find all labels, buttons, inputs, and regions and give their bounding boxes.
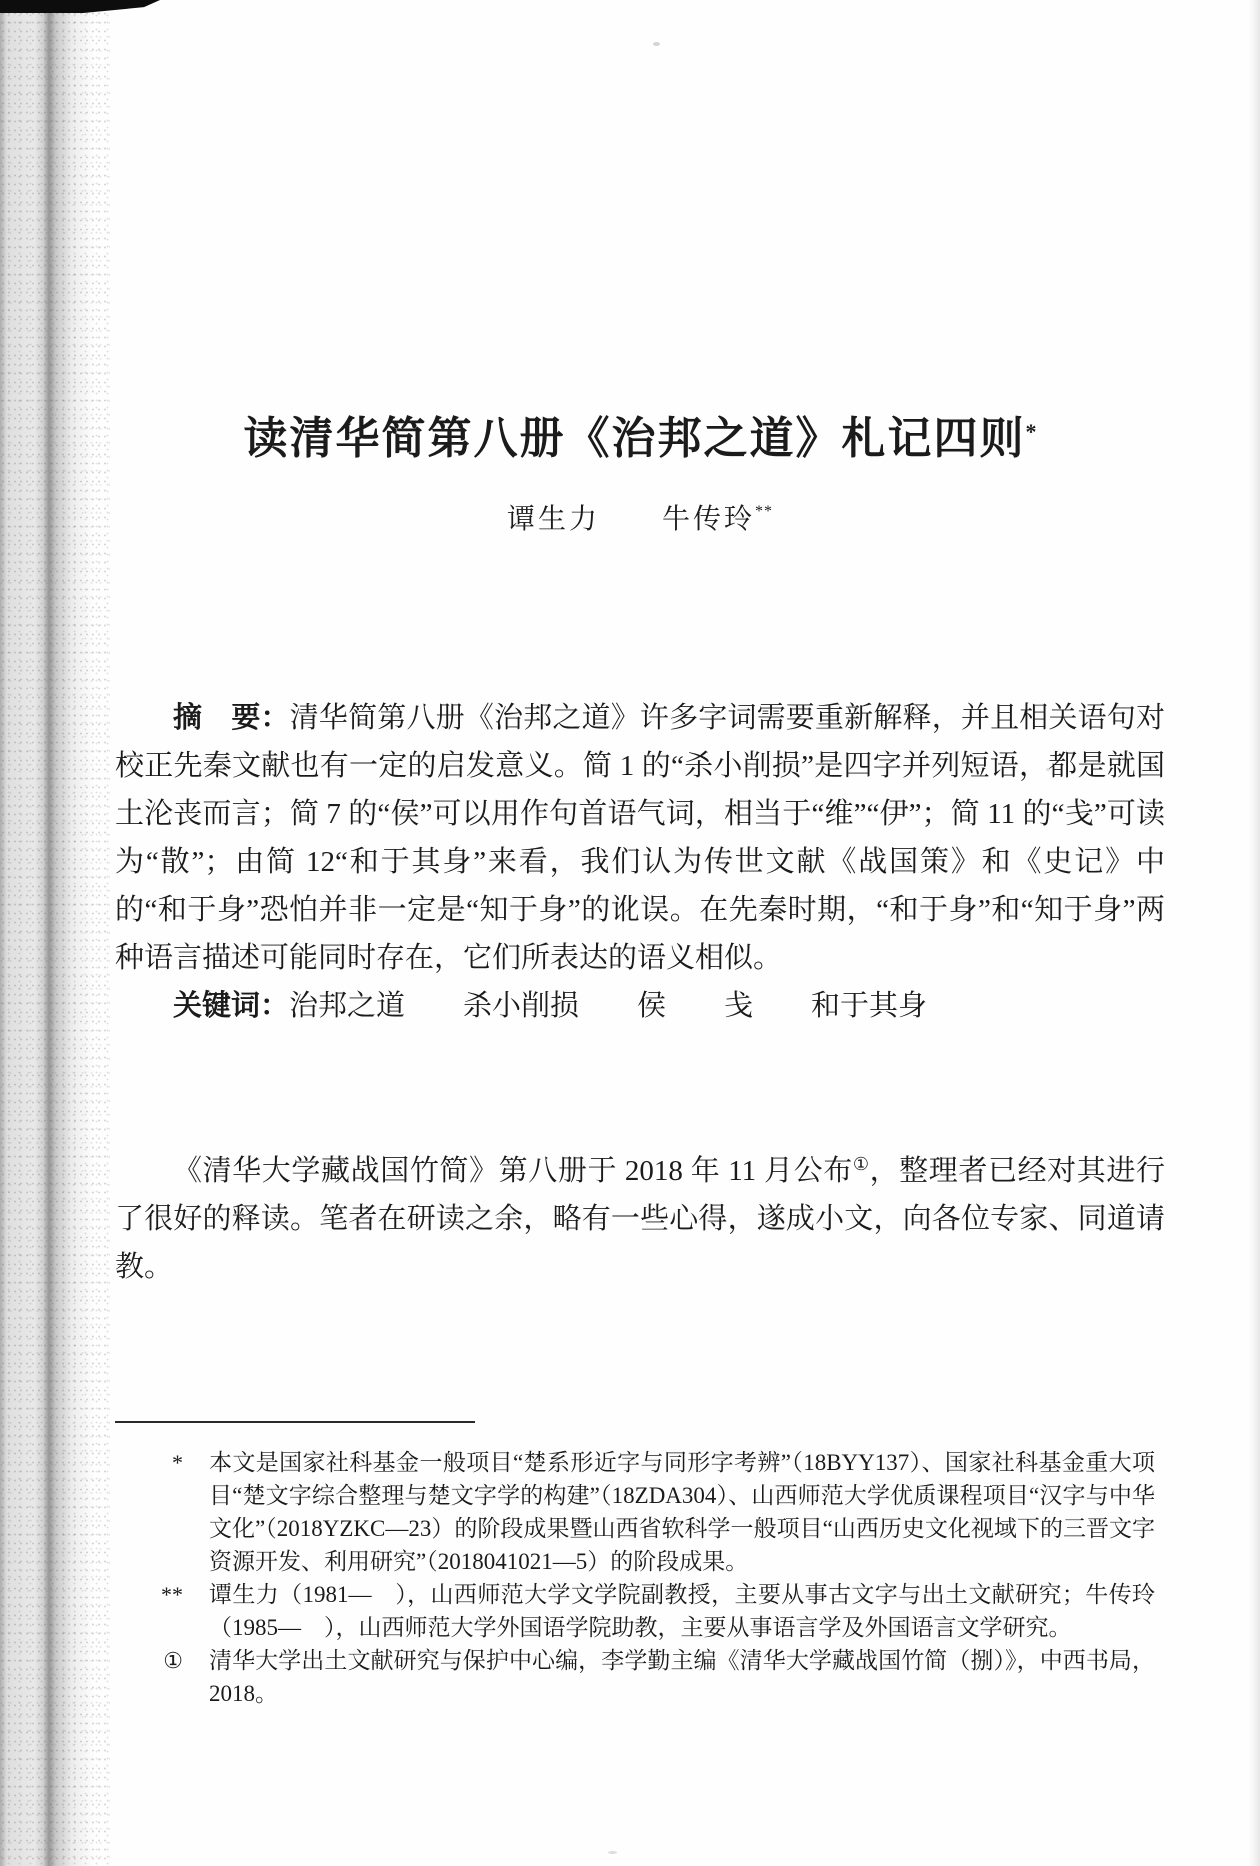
authors-names: 谭生力 牛传玲 — [506, 504, 755, 535]
authors-footnote-marker: ** — [755, 503, 773, 520]
keywords-label: 关键词： — [173, 990, 290, 1022]
abstract-section — [115, 694, 1165, 1030]
footnote-separator-rule — [115, 1421, 475, 1423]
title-footnote-marker: * — [1025, 419, 1037, 444]
footnote-text: 本文是国家社科基金一般项目“楚系形近字与同形字考辨”（18BYY137）、国家社科基金重大项目“楚文字综合整理与楚文字学的构建”（18ZDA304）、山西师范大学优质课程项目“汉字与中华文化”（2018YZKC—23）的阶段成果暨山西省软科学一般项目“山西历史文化视域下的三晋文字资源开发、利用研究”（2018041021—5）的阶段成果。 — [209, 1450, 1155, 1574]
footnote-ref-circled-1: ① — [852, 1154, 870, 1174]
footnote-text: 谭生力（1981— ），山西师范大学文学院副教授，主要从事古文字与出土文献研究；牛传玲（1985— ），山西师范大学外国语学院助教，主要从事语言学及外国语言文学研究。 — [209, 1582, 1155, 1640]
footnotes-section — [115, 1446, 1155, 1710]
body-text-before-ref: 《清华大学藏战国竹简》第八册于 2018 年 11 月公布 — [173, 1155, 853, 1187]
body-paragraph — [115, 1140, 1165, 1291]
footnote-marker: * — [172, 1450, 183, 1475]
footnote-item — [115, 1446, 1155, 1578]
body-text-after-ref: ，整理者已经对其进行了很好的释读。笔者在研读之余，略有一些心得，遂成小文，向各位专家、同道请教。 — [115, 1155, 1165, 1283]
footnote-marker: ** — [161, 1582, 183, 1607]
keywords-text: 治邦之道 杀小削损 侯 戋 和于其身 — [289, 990, 928, 1022]
footnote-marker: ① — [163, 1648, 183, 1673]
book-edge-dark — [0, 0, 160, 13]
footnote-item — [115, 1644, 1155, 1710]
abstract-paragraph — [115, 694, 1165, 982]
scan-speck — [608, 1851, 617, 1854]
scan-noise-texture — [0, 0, 110, 1866]
article-title-text: 读清华简第八册《治邦之道》札记四则 — [243, 414, 1026, 463]
authors-line — [115, 497, 1165, 537]
keywords-line — [115, 982, 1165, 1030]
scan-speck — [653, 42, 660, 46]
page-right-edge — [1248, 0, 1260, 1866]
abstract-text: 清华简第八册《治邦之道》许多字词需要重新解释，并且相关语句对校正先秦文献也有一定的启发意义。简 1 的“杀小削损”是四字并列短语，都是就国土沦丧而言；简 7 的“侯”可以用作句首语气词，相当于“维”“伊”；简 11 的“戋”可读为“散”；由简 12“和于其身”来看，我们认为传世文献《战国策》和《史记》中的“和于身”恐怕并非一定是“知于身”的讹误。在先秦时期，“和于身”和“知于身”两种语言描述可能同时存在，它们所表达的语义相似。 — [115, 702, 1165, 974]
footnote-item — [115, 1578, 1155, 1644]
footnote-text: 清华大学出土文献研究与保护中心编，李学勤主编《清华大学藏战国竹简（捌）》，中西书局，2018。 — [209, 1648, 1155, 1706]
abstract-label: 摘 要： — [173, 702, 290, 734]
article-title — [115, 402, 1165, 466]
